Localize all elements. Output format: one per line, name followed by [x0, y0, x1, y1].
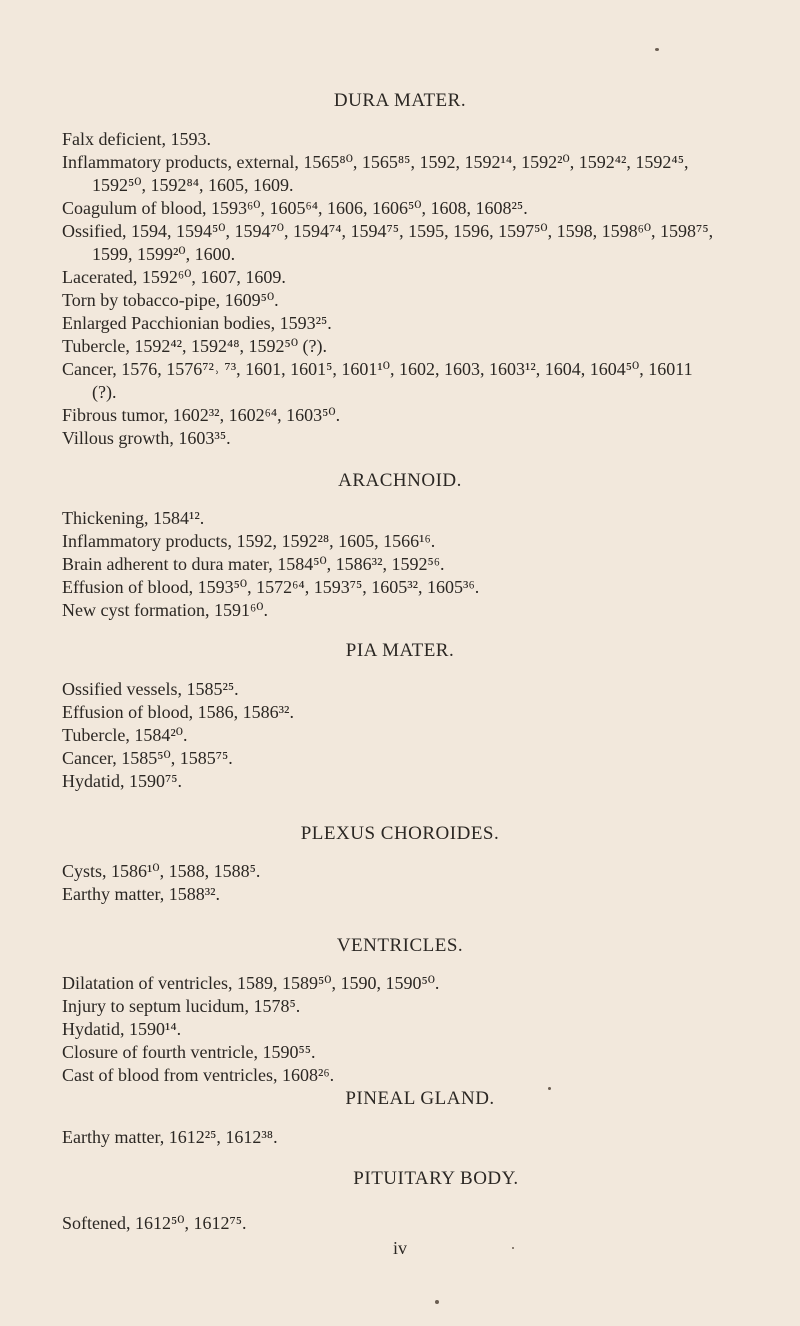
- paper-speck: [655, 48, 659, 51]
- paper-speck: [435, 1300, 439, 1304]
- entry: Falx deficient, 1593.: [62, 129, 211, 149]
- entry: Tubercle, 1592⁴², 1592⁴⁸, 1592⁵⁰ (?).: [62, 336, 328, 356]
- entry: Cast of blood from ventricles, 1608²⁶.: [62, 1065, 335, 1085]
- entry: Tubercle, 1584²⁰.: [62, 725, 188, 745]
- entry: Brain adherent to dura mater, 1584⁵⁰, 1586³², 1592⁵⁶.: [62, 554, 445, 574]
- section-entries-pituitary-body: [0, 1212, 800, 1235]
- entry: Coagulum of blood, 1593⁶⁰, 1605⁶⁴, 1606, 1606⁵⁰, 1608, 1608²⁵.: [62, 198, 528, 218]
- entry: Inflammatory products, external, 1565⁸⁰, 1565⁸⁵, 1592, 1592¹⁴, 1592²⁰, 1592⁴², 1592⁴⁵, 1592⁵⁰, 1592⁸⁴, 1605, 1609.: [62, 152, 689, 195]
- page-number: iv: [392, 1238, 407, 1258]
- section-heading-arachnoid: ARACHNOID.: [338, 470, 462, 491]
- entry: Villous growth, 1603³⁵.: [62, 428, 231, 448]
- section-heading-plexus-choroides: PLEXUS CHOROIDES.: [300, 823, 500, 844]
- entry: Cysts, 1586¹⁰, 1588, 1588⁵.: [62, 861, 261, 881]
- entry: Effusion of blood, 1593⁵⁰, 1572⁶⁴, 1593⁷⁵, 1605³², 1605³⁶.: [62, 577, 480, 597]
- entry: Softened, 1612⁵⁰, 1612⁷⁵.: [62, 1213, 247, 1233]
- entry: Earthy matter, 1612²⁵, 1612³⁸.: [62, 1127, 278, 1147]
- section-entries-dura-mater: [0, 128, 800, 450]
- entry: Enlarged Pacchionian bodies, 1593²⁵.: [62, 313, 332, 333]
- entry: Dilatation of ventricles, 1589, 1589⁵⁰, 1590, 1590⁵⁰.: [62, 973, 440, 993]
- entry: Injury to septum lucidum, 1578⁵.: [62, 996, 301, 1016]
- section-entries-pia-mater: [0, 678, 800, 793]
- entry: New cyst formation, 1591⁶⁰.: [62, 600, 268, 620]
- entry: Thickening, 1584¹².: [62, 508, 205, 528]
- entry: Cancer, 1585⁵⁰, 1585⁷⁵.: [62, 748, 233, 768]
- entry: Inflammatory products, 1592, 1592²⁸, 1605, 1566¹⁶.: [62, 531, 436, 551]
- section-heading-dura-mater: DURA MATER.: [333, 90, 467, 111]
- paper-speck: [548, 1087, 551, 1090]
- paper-speck: [512, 1247, 514, 1249]
- section-entries-ventricles: [0, 972, 800, 1087]
- entry: Hydatid, 1590¹⁴.: [62, 1019, 182, 1039]
- entry: Effusion of blood, 1586, 1586³².: [62, 702, 294, 722]
- entry: Ossified vessels, 1585²⁵.: [62, 679, 239, 699]
- section-entries-arachnoid: [0, 507, 800, 622]
- section-heading-pituitary-body: PITUITARY BODY.: [353, 1168, 519, 1189]
- entry: Hydatid, 1590⁷⁵.: [62, 771, 183, 791]
- entry: Earthy matter, 1588³².: [62, 884, 221, 904]
- section-heading-pineal-gland: PINEAL GLAND.: [345, 1088, 495, 1109]
- section-heading-pia-mater: PIA MATER.: [345, 640, 455, 661]
- entry: Torn by tobacco-pipe, 1609⁵⁰.: [62, 290, 279, 310]
- entry: Fibrous tumor, 1602³², 1602⁶⁴, 1603⁵⁰.: [62, 405, 341, 425]
- section-entries-plexus-choroides: [0, 860, 800, 906]
- section-heading-ventricles: VENTRICLES.: [336, 935, 464, 956]
- entry: Closure of fourth ventricle, 1590⁵⁵.: [62, 1042, 316, 1062]
- section-entries-pineal-gland: [0, 1126, 800, 1149]
- entry: Ossified, 1594, 1594⁵⁰, 1594⁷⁰, 1594⁷⁴, 1594⁷⁵, 1595, 1596, 1597⁵⁰, 1598, 1598⁶⁰, 1598⁷⁵, 1599, 1599²⁰, 1600.: [62, 221, 714, 264]
- entry: Cancer, 1576, 1576⁷²˒ ⁷³, 1601, 1601⁵, 1601¹⁰, 1602, 1603, 1603¹², 1604, 1604⁵⁰, 16011 (?).: [62, 359, 693, 402]
- entry: Lacerated, 1592⁶⁰, 1607, 1609.: [62, 267, 286, 287]
